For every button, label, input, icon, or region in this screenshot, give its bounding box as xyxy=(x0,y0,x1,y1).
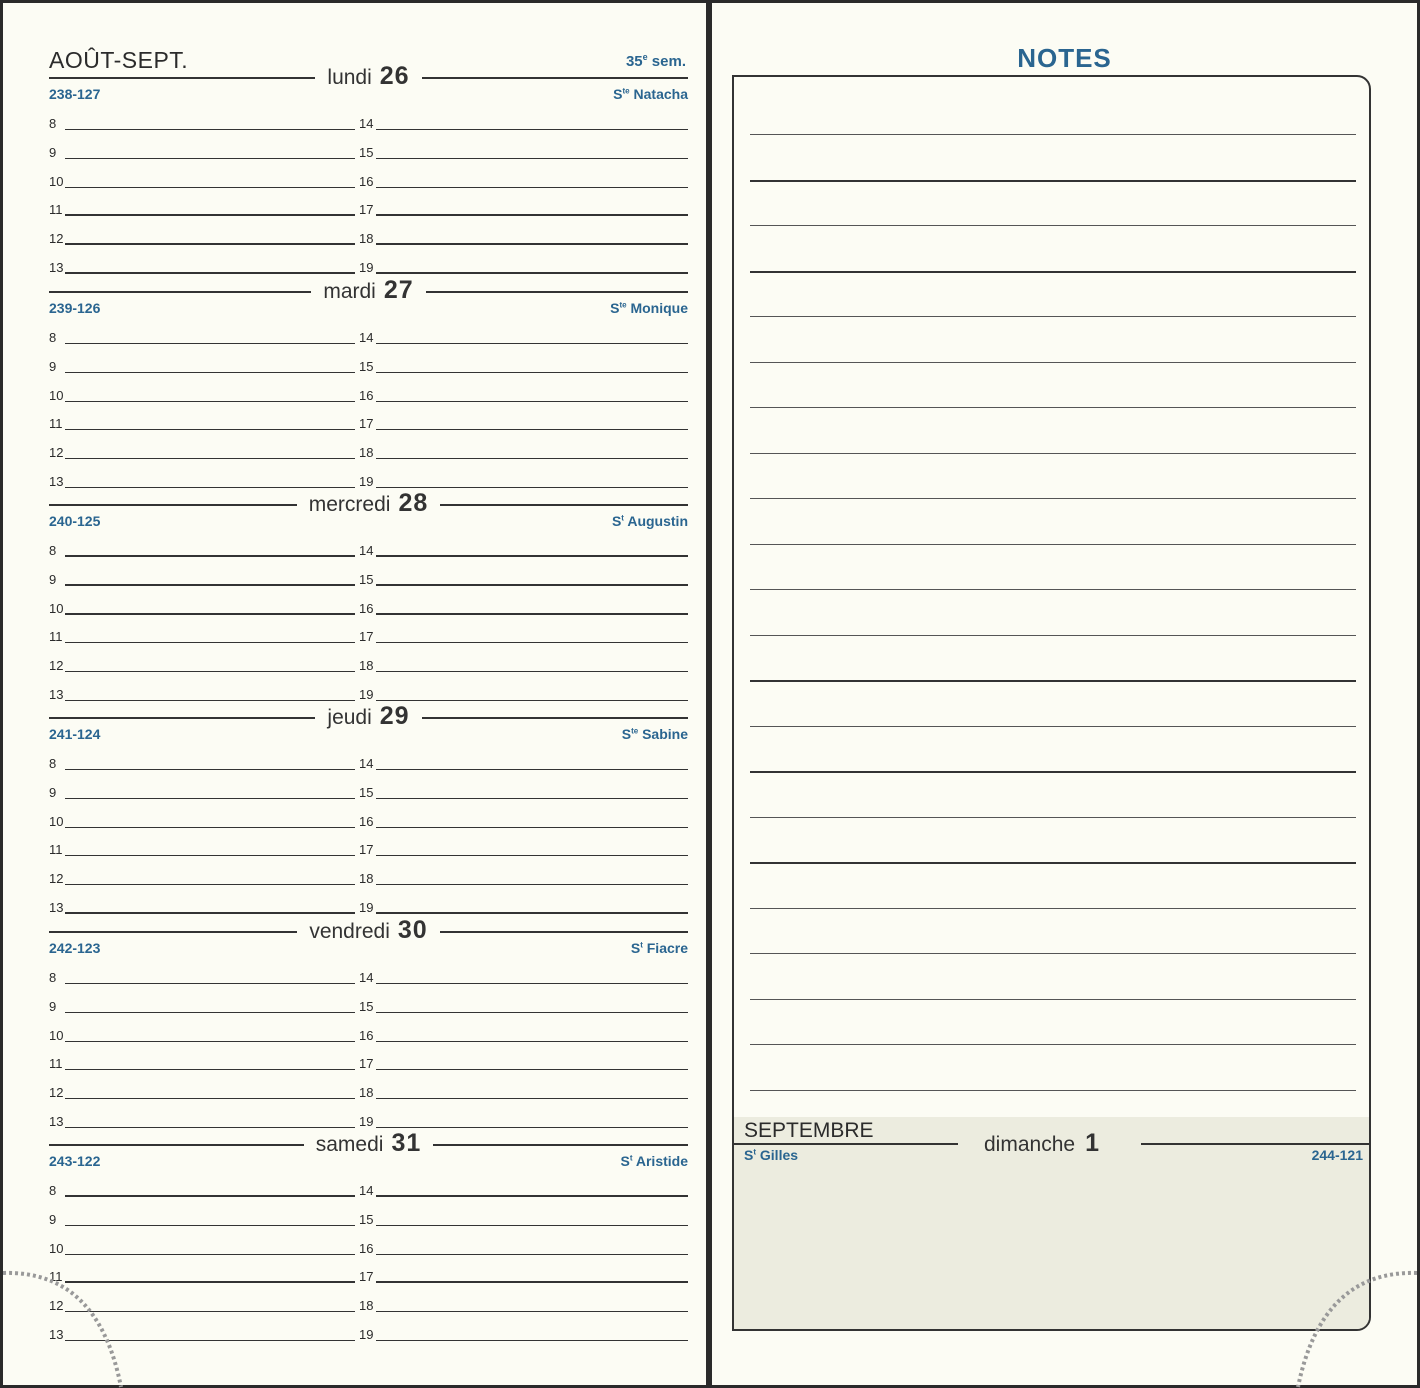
hour-slot[interactable] xyxy=(49,1100,355,1129)
hour-slot[interactable] xyxy=(359,529,688,558)
hour-label: 13 xyxy=(49,900,64,915)
day-block xyxy=(3,60,706,273)
hour-label: 17 xyxy=(359,1269,374,1285)
hour-label: 15 xyxy=(359,784,374,800)
hour-slot[interactable] xyxy=(49,217,355,246)
saint-name: Monique xyxy=(626,300,688,316)
day-rule-left xyxy=(49,504,297,506)
hour-label: 10 xyxy=(49,1240,64,1256)
hour-label: 14 xyxy=(359,756,374,771)
note-line xyxy=(750,771,1356,773)
day-rule-right xyxy=(440,931,688,933)
hour-label: 9 xyxy=(49,998,57,1014)
hour-slot[interactable] xyxy=(49,644,355,673)
note-line xyxy=(750,999,1356,1000)
hour-slot[interactable] xyxy=(359,431,688,460)
day-block xyxy=(3,700,706,913)
hour-label: 8 xyxy=(49,1183,57,1198)
day-number: 26 xyxy=(379,62,410,90)
hour-slot[interactable] xyxy=(359,160,688,189)
hour-slot[interactable] xyxy=(359,956,688,985)
hour-slot[interactable] xyxy=(49,558,355,587)
day-block xyxy=(3,914,706,1127)
note-line xyxy=(750,1044,1356,1045)
hour-label: 13 xyxy=(49,474,64,489)
hour-line xyxy=(376,243,688,245)
hour-slot[interactable] xyxy=(359,673,688,702)
saint-sup: te xyxy=(619,300,627,310)
saint-sup: t xyxy=(640,940,643,950)
hour-slot[interactable] xyxy=(49,374,355,403)
saint-prefix: S xyxy=(621,726,632,742)
hour-slot[interactable] xyxy=(359,558,688,587)
hour-label: 10 xyxy=(49,387,64,403)
hour-slot[interactable] xyxy=(49,1169,355,1198)
hour-label: 8 xyxy=(49,116,57,131)
hour-slot[interactable] xyxy=(49,431,355,460)
saint-prefix: S xyxy=(610,300,620,316)
saint-name: Sabine xyxy=(638,726,688,742)
saint-prefix: S xyxy=(611,513,622,529)
hour-label: 12 xyxy=(49,445,64,461)
hour-slot[interactable] xyxy=(49,316,355,345)
day-rule-right xyxy=(426,291,688,293)
hour-label: 19 xyxy=(359,1114,374,1129)
hour-slot[interactable] xyxy=(49,587,355,616)
hour-slot[interactable] xyxy=(49,246,355,275)
day-rule-right xyxy=(422,77,688,79)
note-line xyxy=(750,862,1356,864)
notes-box[interactable] xyxy=(732,75,1371,1331)
hour-slot[interactable] xyxy=(49,402,355,431)
saint-sup: t xyxy=(629,1153,633,1163)
day-code: 242-123 xyxy=(49,940,101,956)
saint-name: Augustin xyxy=(623,513,688,529)
sunday-saint-name: Gilles xyxy=(756,1147,799,1163)
hour-slot[interactable] xyxy=(49,771,355,800)
hour-label: 17 xyxy=(359,629,374,645)
hour-label: 17 xyxy=(359,842,374,858)
hour-label: 11 xyxy=(49,202,63,218)
notes-title: NOTES xyxy=(1017,43,1112,73)
hour-slot[interactable] xyxy=(359,1042,688,1071)
hour-label: 17 xyxy=(359,202,374,218)
day-block xyxy=(3,487,706,700)
hour-slot[interactable] xyxy=(49,886,355,915)
hour-slot[interactable] xyxy=(359,1014,688,1043)
hour-slot[interactable] xyxy=(359,374,688,403)
hour-line xyxy=(65,1195,355,1197)
hour-label: 8 xyxy=(49,756,57,771)
hour-slot[interactable] xyxy=(359,1284,688,1313)
hour-label: 14 xyxy=(359,970,374,985)
hour-label: 16 xyxy=(359,173,374,189)
hour-label: 16 xyxy=(359,600,374,616)
hour-label: 14 xyxy=(359,330,374,345)
note-line xyxy=(750,316,1356,317)
hour-slot[interactable] xyxy=(359,828,688,857)
note-line xyxy=(750,1090,1356,1091)
day-code: 238-127 xyxy=(49,86,101,102)
sunday-number: 1 xyxy=(1085,1129,1099,1157)
hour-label: 14 xyxy=(359,543,374,558)
sunday-month: SEPTEMBRE xyxy=(744,1119,874,1142)
hour-label: 11 xyxy=(49,1269,63,1285)
hour-label: 9 xyxy=(49,144,57,160)
hour-label: 14 xyxy=(359,116,374,131)
sunday-saint xyxy=(744,1147,798,1163)
day-code: 240-125 xyxy=(49,513,101,529)
hour-slot[interactable] xyxy=(49,188,355,217)
saint-name: Natacha xyxy=(629,86,688,102)
saint-sup: te xyxy=(631,726,639,736)
hour-slot[interactable] xyxy=(359,402,688,431)
hour-label: 14 xyxy=(359,1183,374,1198)
left-page xyxy=(3,3,706,1385)
hour-slot[interactable] xyxy=(359,800,688,829)
note-line xyxy=(750,271,1356,273)
hour-label: 19 xyxy=(359,1327,374,1342)
hour-label: 8 xyxy=(49,970,57,985)
day-block xyxy=(3,274,706,487)
day-saint xyxy=(622,726,688,742)
hour-line xyxy=(376,555,688,557)
hour-slot[interactable] xyxy=(359,345,688,374)
hour-slot[interactable] xyxy=(49,345,355,374)
hour-slot[interactable] xyxy=(49,828,355,857)
hour-slot[interactable] xyxy=(359,316,688,345)
day-code: 243-122 xyxy=(49,1153,101,1169)
day-saint xyxy=(613,86,688,102)
hour-slot[interactable] xyxy=(359,102,688,131)
hour-label: 11 xyxy=(49,416,63,432)
hour-slot[interactable] xyxy=(49,800,355,829)
note-line xyxy=(750,953,1356,954)
hour-slot[interactable] xyxy=(49,1071,355,1100)
day-name-text: samedi xyxy=(315,1133,384,1156)
week-number: 35 xyxy=(625,53,643,70)
note-line xyxy=(750,407,1356,408)
saint-sup: t xyxy=(621,513,624,523)
hour-label: 12 xyxy=(49,658,64,674)
hour-label: 12 xyxy=(49,231,64,247)
hour-slot[interactable] xyxy=(359,615,688,644)
hour-slot[interactable] xyxy=(359,985,688,1014)
hour-label: 18 xyxy=(359,1298,374,1314)
hour-slot[interactable] xyxy=(49,1198,355,1227)
hour-label: 10 xyxy=(49,1027,64,1043)
note-line xyxy=(750,908,1356,909)
day-saint xyxy=(610,300,688,316)
note-line xyxy=(750,817,1356,818)
hour-label: 9 xyxy=(49,784,57,800)
note-line xyxy=(750,134,1356,135)
week-text: sem. xyxy=(647,53,686,70)
day-name-text: jeudi xyxy=(327,706,372,729)
hour-line xyxy=(376,214,688,216)
hour-label: 16 xyxy=(359,1027,374,1043)
day-rule-right xyxy=(433,1144,688,1146)
hour-label: 12 xyxy=(49,1298,64,1314)
right-page xyxy=(712,3,1417,1385)
hour-line xyxy=(376,613,688,615)
sunday-rule-left xyxy=(734,1143,958,1145)
sunday-code: 244-121 xyxy=(1311,1147,1363,1163)
day-rule-left xyxy=(49,931,297,933)
sunday-rule-right xyxy=(1141,1143,1369,1145)
saint-name: Fiacre xyxy=(642,940,688,956)
hour-slot[interactable] xyxy=(49,529,355,558)
hour-label: 8 xyxy=(49,543,57,558)
hour-slot[interactable] xyxy=(359,246,688,275)
perforation-right xyxy=(1292,1265,1417,1388)
day-rule-left xyxy=(49,1144,304,1146)
hour-slot[interactable] xyxy=(49,460,355,489)
hour-slot[interactable] xyxy=(359,1198,688,1227)
note-line xyxy=(750,180,1356,182)
day-number: 28 xyxy=(398,489,429,517)
day-rule-left xyxy=(49,717,315,719)
hour-slot[interactable] xyxy=(359,217,688,246)
hour-label: 9 xyxy=(49,571,57,587)
hour-label: 16 xyxy=(359,1240,374,1256)
hour-label: 13 xyxy=(49,687,64,702)
hour-slot[interactable] xyxy=(49,673,355,702)
hour-line xyxy=(65,584,355,586)
hour-label: 13 xyxy=(49,1114,64,1129)
note-line xyxy=(750,225,1356,226)
hour-slot[interactable] xyxy=(359,587,688,616)
day-rule-right xyxy=(440,504,688,506)
note-line xyxy=(750,635,1356,636)
hour-slot[interactable] xyxy=(49,615,355,644)
hour-slot[interactable] xyxy=(49,1227,355,1256)
hour-label: 11 xyxy=(49,842,63,858)
hour-label: 19 xyxy=(359,474,374,489)
hour-label: 15 xyxy=(359,358,374,374)
hour-line xyxy=(376,1340,688,1341)
hour-slot[interactable] xyxy=(359,188,688,217)
sunday-name: dimanche xyxy=(984,1133,1076,1156)
day-number: 30 xyxy=(397,916,428,944)
hour-line xyxy=(65,555,355,557)
month-title: AOÛT-SEPT. xyxy=(49,47,189,73)
hour-slot[interactable] xyxy=(359,1100,688,1129)
hour-label: 18 xyxy=(359,445,374,461)
hour-label: 13 xyxy=(49,260,64,275)
note-line xyxy=(750,498,1356,499)
day-number: 29 xyxy=(379,702,410,730)
day-name-text: vendredi xyxy=(309,920,390,943)
hour-slot[interactable] xyxy=(49,102,355,131)
hour-slot[interactable] xyxy=(359,131,688,160)
hour-label: 16 xyxy=(359,813,374,829)
hour-label: 13 xyxy=(49,1327,64,1342)
hour-label: 15 xyxy=(359,144,374,160)
hour-label: 18 xyxy=(359,871,374,887)
hour-label: 11 xyxy=(49,1056,63,1072)
hour-label: 10 xyxy=(49,173,64,189)
day-rule-left xyxy=(49,291,311,293)
hour-slot[interactable] xyxy=(359,460,688,489)
hour-label: 12 xyxy=(49,1085,64,1101)
hour-label: 17 xyxy=(359,1056,374,1072)
hour-label: 16 xyxy=(359,387,374,403)
day-saint xyxy=(631,940,688,956)
note-line xyxy=(750,453,1356,454)
hour-label: 10 xyxy=(49,813,64,829)
hour-label: 19 xyxy=(359,900,374,915)
hour-slot[interactable] xyxy=(49,857,355,886)
note-line xyxy=(750,589,1356,590)
hour-line xyxy=(376,1195,688,1197)
hour-slot[interactable] xyxy=(359,742,688,771)
hour-label: 18 xyxy=(359,231,374,247)
perforation-left xyxy=(3,1265,133,1388)
day-number: 27 xyxy=(383,276,414,304)
hour-slot[interactable] xyxy=(49,1014,355,1043)
hour-slot[interactable] xyxy=(359,886,688,915)
day-name-text: mercredi xyxy=(308,493,391,516)
hour-line xyxy=(65,243,355,245)
hour-label: 15 xyxy=(359,1211,374,1227)
saint-prefix: S xyxy=(613,86,623,102)
day-number: 31 xyxy=(391,1129,422,1157)
hour-slot[interactable] xyxy=(359,644,688,673)
day-saint xyxy=(620,1153,688,1169)
hour-slot[interactable] xyxy=(49,131,355,160)
hour-label: 9 xyxy=(49,1211,57,1227)
note-line xyxy=(750,726,1356,727)
hour-line xyxy=(65,613,355,615)
hour-line xyxy=(376,584,688,586)
hour-slot[interactable] xyxy=(49,742,355,771)
saint-prefix: S xyxy=(620,1153,630,1169)
hour-label: 19 xyxy=(359,260,374,275)
day-code: 241-124 xyxy=(49,726,101,742)
saint-sup: te xyxy=(622,86,630,96)
hour-slot[interactable] xyxy=(359,1169,688,1198)
sunday-section xyxy=(734,1117,1369,1329)
hour-slot[interactable] xyxy=(49,985,355,1014)
hour-slot[interactable] xyxy=(359,1071,688,1100)
hour-slot[interactable] xyxy=(49,160,355,189)
hour-label: 18 xyxy=(359,658,374,674)
note-line xyxy=(750,544,1356,545)
hour-slot[interactable] xyxy=(359,857,688,886)
day-code: 239-126 xyxy=(49,300,101,316)
hour-label: 19 xyxy=(359,687,374,702)
hour-label: 9 xyxy=(49,358,57,374)
hour-label: 10 xyxy=(49,600,64,616)
note-line xyxy=(750,362,1356,363)
hour-slot[interactable] xyxy=(49,956,355,985)
day-rule-right xyxy=(422,717,688,719)
hour-slot[interactable] xyxy=(359,1227,688,1256)
hour-line xyxy=(65,214,355,216)
day-name-text: mardi xyxy=(323,280,376,303)
hour-label: 18 xyxy=(359,1085,374,1101)
hour-slot[interactable] xyxy=(49,1042,355,1071)
hour-slot[interactable] xyxy=(359,1255,688,1284)
sunday-saint-sup: t xyxy=(753,1147,757,1157)
sunday-saint-prefix: S xyxy=(744,1147,754,1163)
saint-name: Aristide xyxy=(632,1153,688,1169)
hour-label: 15 xyxy=(359,571,374,587)
hour-slot[interactable] xyxy=(359,771,688,800)
hour-label: 11 xyxy=(49,629,63,645)
hour-slot[interactable] xyxy=(359,1313,688,1342)
day-rule-left xyxy=(49,77,315,79)
day-saint xyxy=(612,513,688,529)
week-suffix: e xyxy=(642,52,648,62)
hour-line xyxy=(376,1281,688,1283)
hour-label: 8 xyxy=(49,330,57,345)
day-name-text: lundi xyxy=(327,66,372,89)
hour-label: 12 xyxy=(49,871,64,887)
note-line xyxy=(750,680,1356,682)
hour-label: 17 xyxy=(359,416,374,432)
sunday-day-name xyxy=(984,1129,1099,1158)
hour-label: 15 xyxy=(359,998,374,1014)
saint-prefix: S xyxy=(630,940,641,956)
